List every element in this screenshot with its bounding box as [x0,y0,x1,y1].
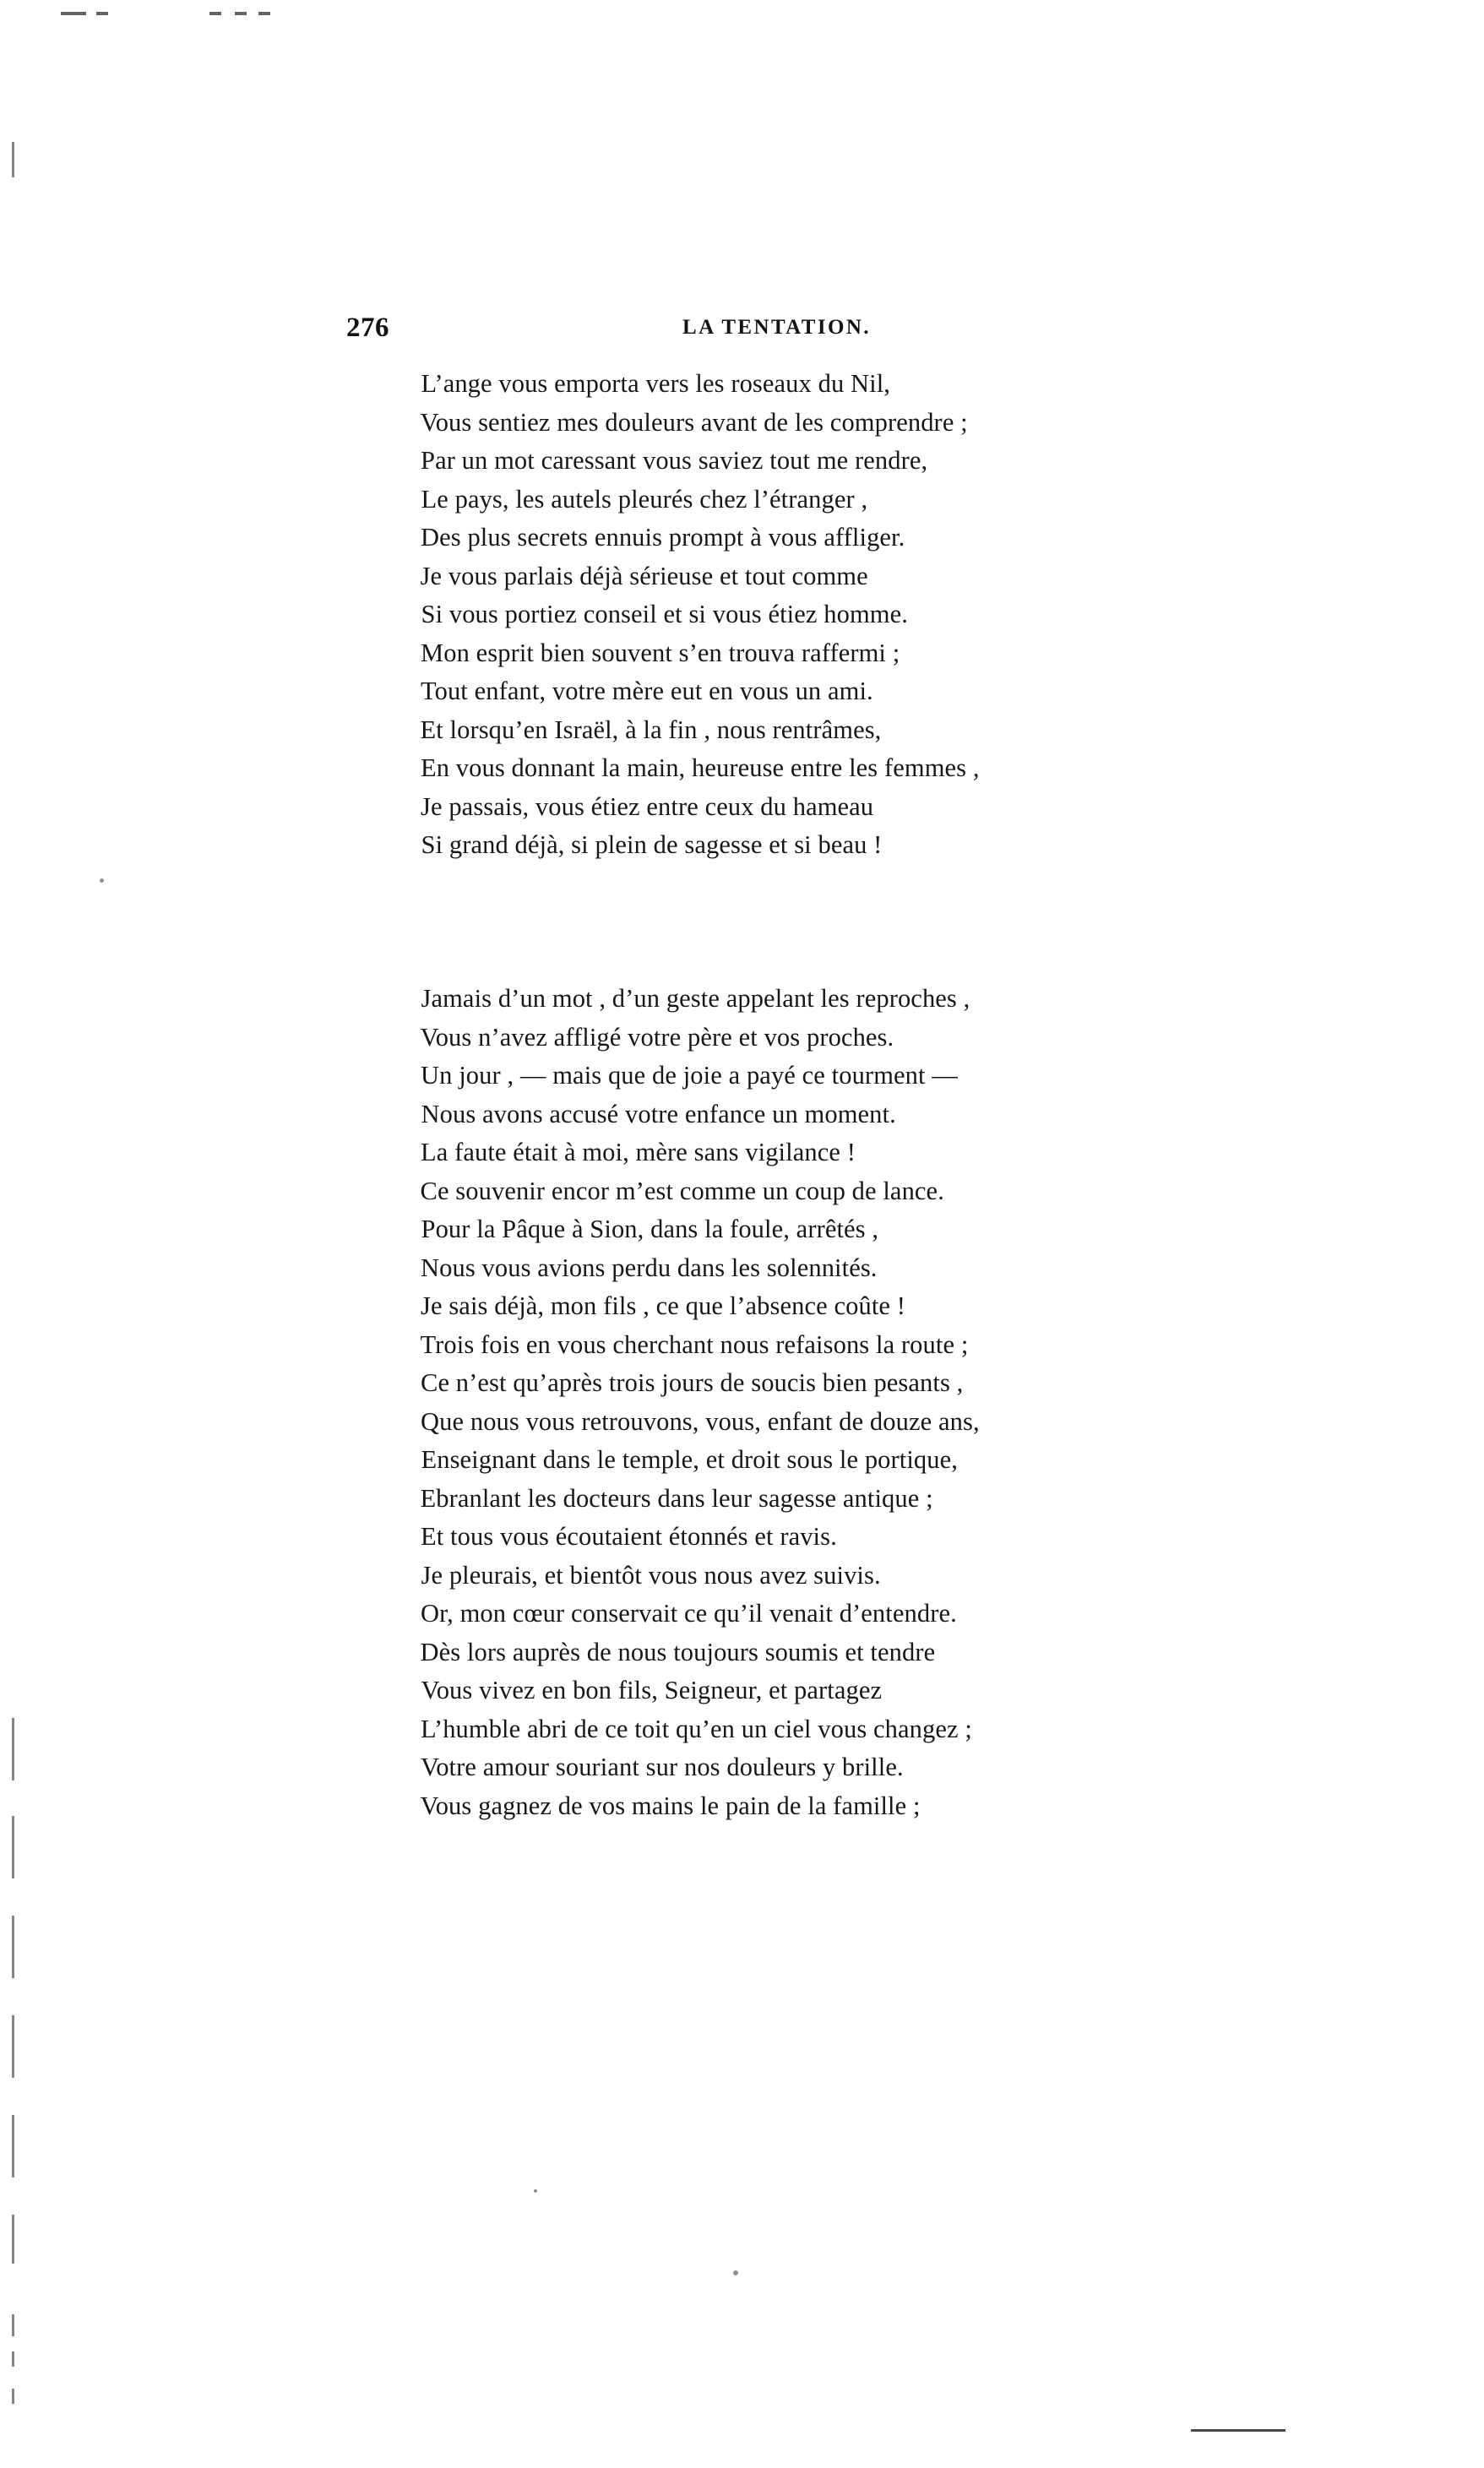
verse-line: Nous vous avions perdu dans les solennités. [421,1253,878,1282]
verse-line: Ebranlant les docteurs dans leur sagesse antique ; [420,1483,933,1513]
verse-line: En vous donnant la main, heureuse entre les femmes , [421,753,980,782]
verse-line: Jamais d’un mot , d’un geste appelant les reproches , [421,984,970,1013]
verse-line: Si grand déjà, si plein de sagesse et si beau ! [421,830,883,859]
verse-line: Vous gagnez de vos mains le pain de la famille ; [420,1791,921,1820]
verse-line: L’ange vous emporta vers les roseaux du Nil, [421,369,891,398]
verse-line: Si vous portiez conseil et si vous étiez homme. [421,600,908,628]
scan-edge-mark [12,2215,14,2264]
scan-speck [534,2189,537,2193]
scan-edge-mark [12,1816,14,1878]
verse-line: Mon esprit bien souvent s’en trouva raffermi ; [421,638,900,667]
scan-edge-mark [61,12,86,15]
scan-edge-mark [12,2314,14,2336]
verse-line: Pour la Pâque à Sion, dans la foule, arrêtés , [421,1215,879,1243]
verse-line: Et tous vous écoutaient étonnés et ravis. [421,1522,837,1551]
verse-line: Des plus secrets ennuis prompt à vous affliger. [421,523,905,552]
verse-line: Je passais, vous étiez entre ceux du hameau [421,791,874,821]
page-header [346,313,1191,346]
scan-edge-mark [12,2115,14,2177]
scan-edge-mark [12,2015,14,2078]
verse-line: Je pleurais, et bientôt vous nous avez suivis. [421,1560,881,1590]
scan-edge-mark [235,12,247,15]
scan-edge-mark [258,12,270,15]
verse-line: Je sais déjà, mon fils , ce que l’absence coûte ! [421,1291,906,1320]
scan-edge-mark [12,1718,14,1780]
verse-line: Ce n’est qu’après trois jours de soucis bien pesants , [421,1368,964,1397]
page-number: 276 [346,313,389,343]
bottom-rule [1191,2429,1286,2432]
verse-line: Dès lors auprès de nous toujours soumis et tendre [420,1637,936,1666]
verse-line: L’humble abri de ce toit qu’en un ciel vous changez ; [421,1714,972,1743]
verse-line: La faute était à moi, mère sans vigilance ! [421,1138,856,1166]
scan-edge-mark [12,142,14,177]
stanza-2 [421,980,1392,1825]
verse-line: Par un mot caressant vous saviez tout me rendre, [421,446,928,475]
scan-speck [100,878,104,883]
scan-speck [733,2270,738,2275]
verse-line: Trois fois en vous cherchant nous refaisons la route ; [420,1329,969,1359]
verse-line: Vous vivez en bon fils, Seigneur, et partagez [421,1676,883,1704]
verse-line: Nous avons accusé votre enfance un moment. [421,1099,896,1128]
verse-line: Enseignant dans le temple, et droit sous le portique, [421,1445,958,1474]
verse-line: Je vous parlais déjà sérieuse et tout comme [420,561,868,590]
verse-line: Tout enfant, votre mère eut en vous un ami. [421,677,873,705]
verse-line: Un jour , — mais que de joie a payé ce tourment — [421,1061,958,1090]
verse-line: Vous n’avez affligé votre père et vos proches. [420,1022,894,1052]
scan-edge-mark [12,2351,14,2367]
verse-line: Ce souvenir encor m’est comme un coup de lance. [420,1176,944,1205]
verse-line: Et lorsqu’en Israël, à la fin , nous rentrâmes, [420,715,882,744]
scan-edge-mark [209,12,221,15]
verse-line: Que nous vous retrouvons, vous, enfant de douze ans, [421,1406,980,1436]
scan-edge-mark [12,1916,14,1978]
verse-line: Vous sentiez mes douleurs avant de les comprendre ; [420,407,968,437]
verse-line: Or, mon cœur conservait ce qu’il venait d’entendre. [421,1599,957,1628]
scan-edge-mark [12,2389,14,2404]
verse-line: Votre amour souriant sur nos douleurs y brille. [421,1753,904,1781]
stanza-1 [421,365,1392,865]
verse-line: Le pays, les autels pleurés chez l’étranger , [421,484,868,514]
scan-edge-mark [96,12,108,15]
running-title: LA TENTATION. [682,316,871,339]
